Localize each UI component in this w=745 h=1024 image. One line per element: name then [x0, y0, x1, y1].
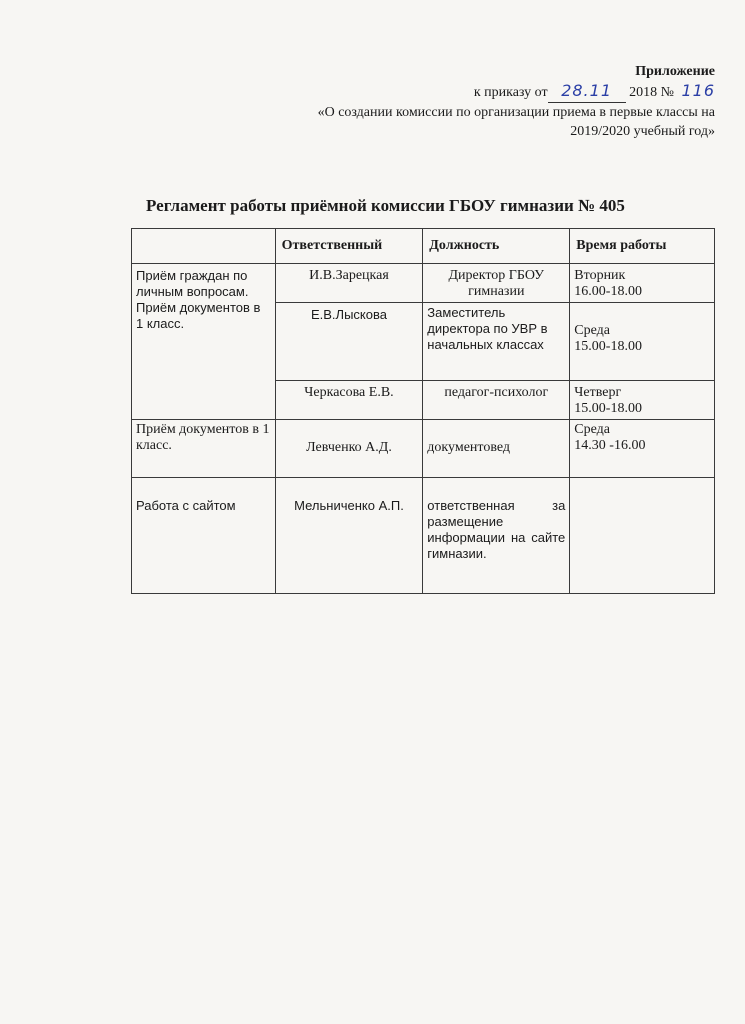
table-row — [132, 478, 715, 594]
activity-cell: Приём граждан по личным вопросам. Приём документов в 1 класс. — [132, 264, 276, 420]
appendix-title: Приложение — [635, 64, 715, 79]
appendix-header — [318, 62, 715, 141]
time-hours: 15.00-18.00 — [574, 401, 642, 416]
responsible-cell: Левченко А.Д. — [275, 420, 423, 478]
time-day: Среда — [574, 323, 611, 338]
order-prefix: к приказу от — [473, 85, 548, 100]
time-hours: 14.30 -16.00 — [574, 438, 646, 453]
table-row — [132, 420, 715, 478]
time-cell — [570, 381, 715, 420]
responsible-cell: Мельниченко А.П. — [275, 478, 423, 594]
time-hours: 15.00-18.00 — [574, 339, 642, 354]
time-cell — [570, 478, 715, 594]
table-row — [132, 264, 715, 303]
header-cell-activity — [132, 229, 276, 264]
position-cell: педагог-психолог — [423, 381, 570, 420]
order-number-handwritten: 116 — [681, 81, 715, 100]
responsible-cell: Е.В.Лыскова — [275, 303, 423, 381]
order-subject-line-2: 2019/2020 учебный год» — [570, 124, 715, 139]
time-day: Четверг — [574, 385, 622, 400]
time-cell — [570, 420, 715, 478]
time-day: Среда — [574, 422, 611, 437]
table-header-row — [132, 229, 715, 264]
position-cell: Заместитель директора по УВР в начальных классах — [423, 303, 570, 381]
order-reference — [318, 81, 715, 103]
header-cell-position: Должность — [423, 229, 570, 264]
order-year: 2018 № — [629, 85, 674, 100]
order-subject-line-1: «О создании комиссии по организации приема в первые классы на — [317, 105, 715, 120]
header-cell-responsible: Ответственный — [275, 229, 423, 264]
responsible-cell: И.В.Зарецкая — [275, 264, 423, 303]
order-date-field — [548, 81, 626, 103]
time-cell — [570, 303, 715, 381]
responsible-cell: Черкасова Е.В. — [275, 381, 423, 420]
time-cell — [570, 264, 715, 303]
activity-cell: Приём документов в 1 класс. — [132, 420, 276, 478]
activity-cell: Работа с сайтом — [132, 478, 276, 594]
time-day: Вторник — [574, 268, 626, 283]
order-date-handwritten: 28.11 — [561, 81, 612, 100]
position-cell: документовед — [423, 420, 570, 478]
position-cell: Директор ГБОУ гимназии — [423, 264, 570, 303]
document-title: Регламент работы приёмной комиссии ГБОУ гимназии № 405 — [146, 196, 625, 215]
position-cell: ответственная за размещение информации на сайте гимназии. — [423, 478, 570, 594]
schedule-table — [131, 228, 715, 594]
time-hours: 16.00-18.00 — [574, 284, 642, 299]
header-cell-time: Время работы — [570, 229, 715, 264]
